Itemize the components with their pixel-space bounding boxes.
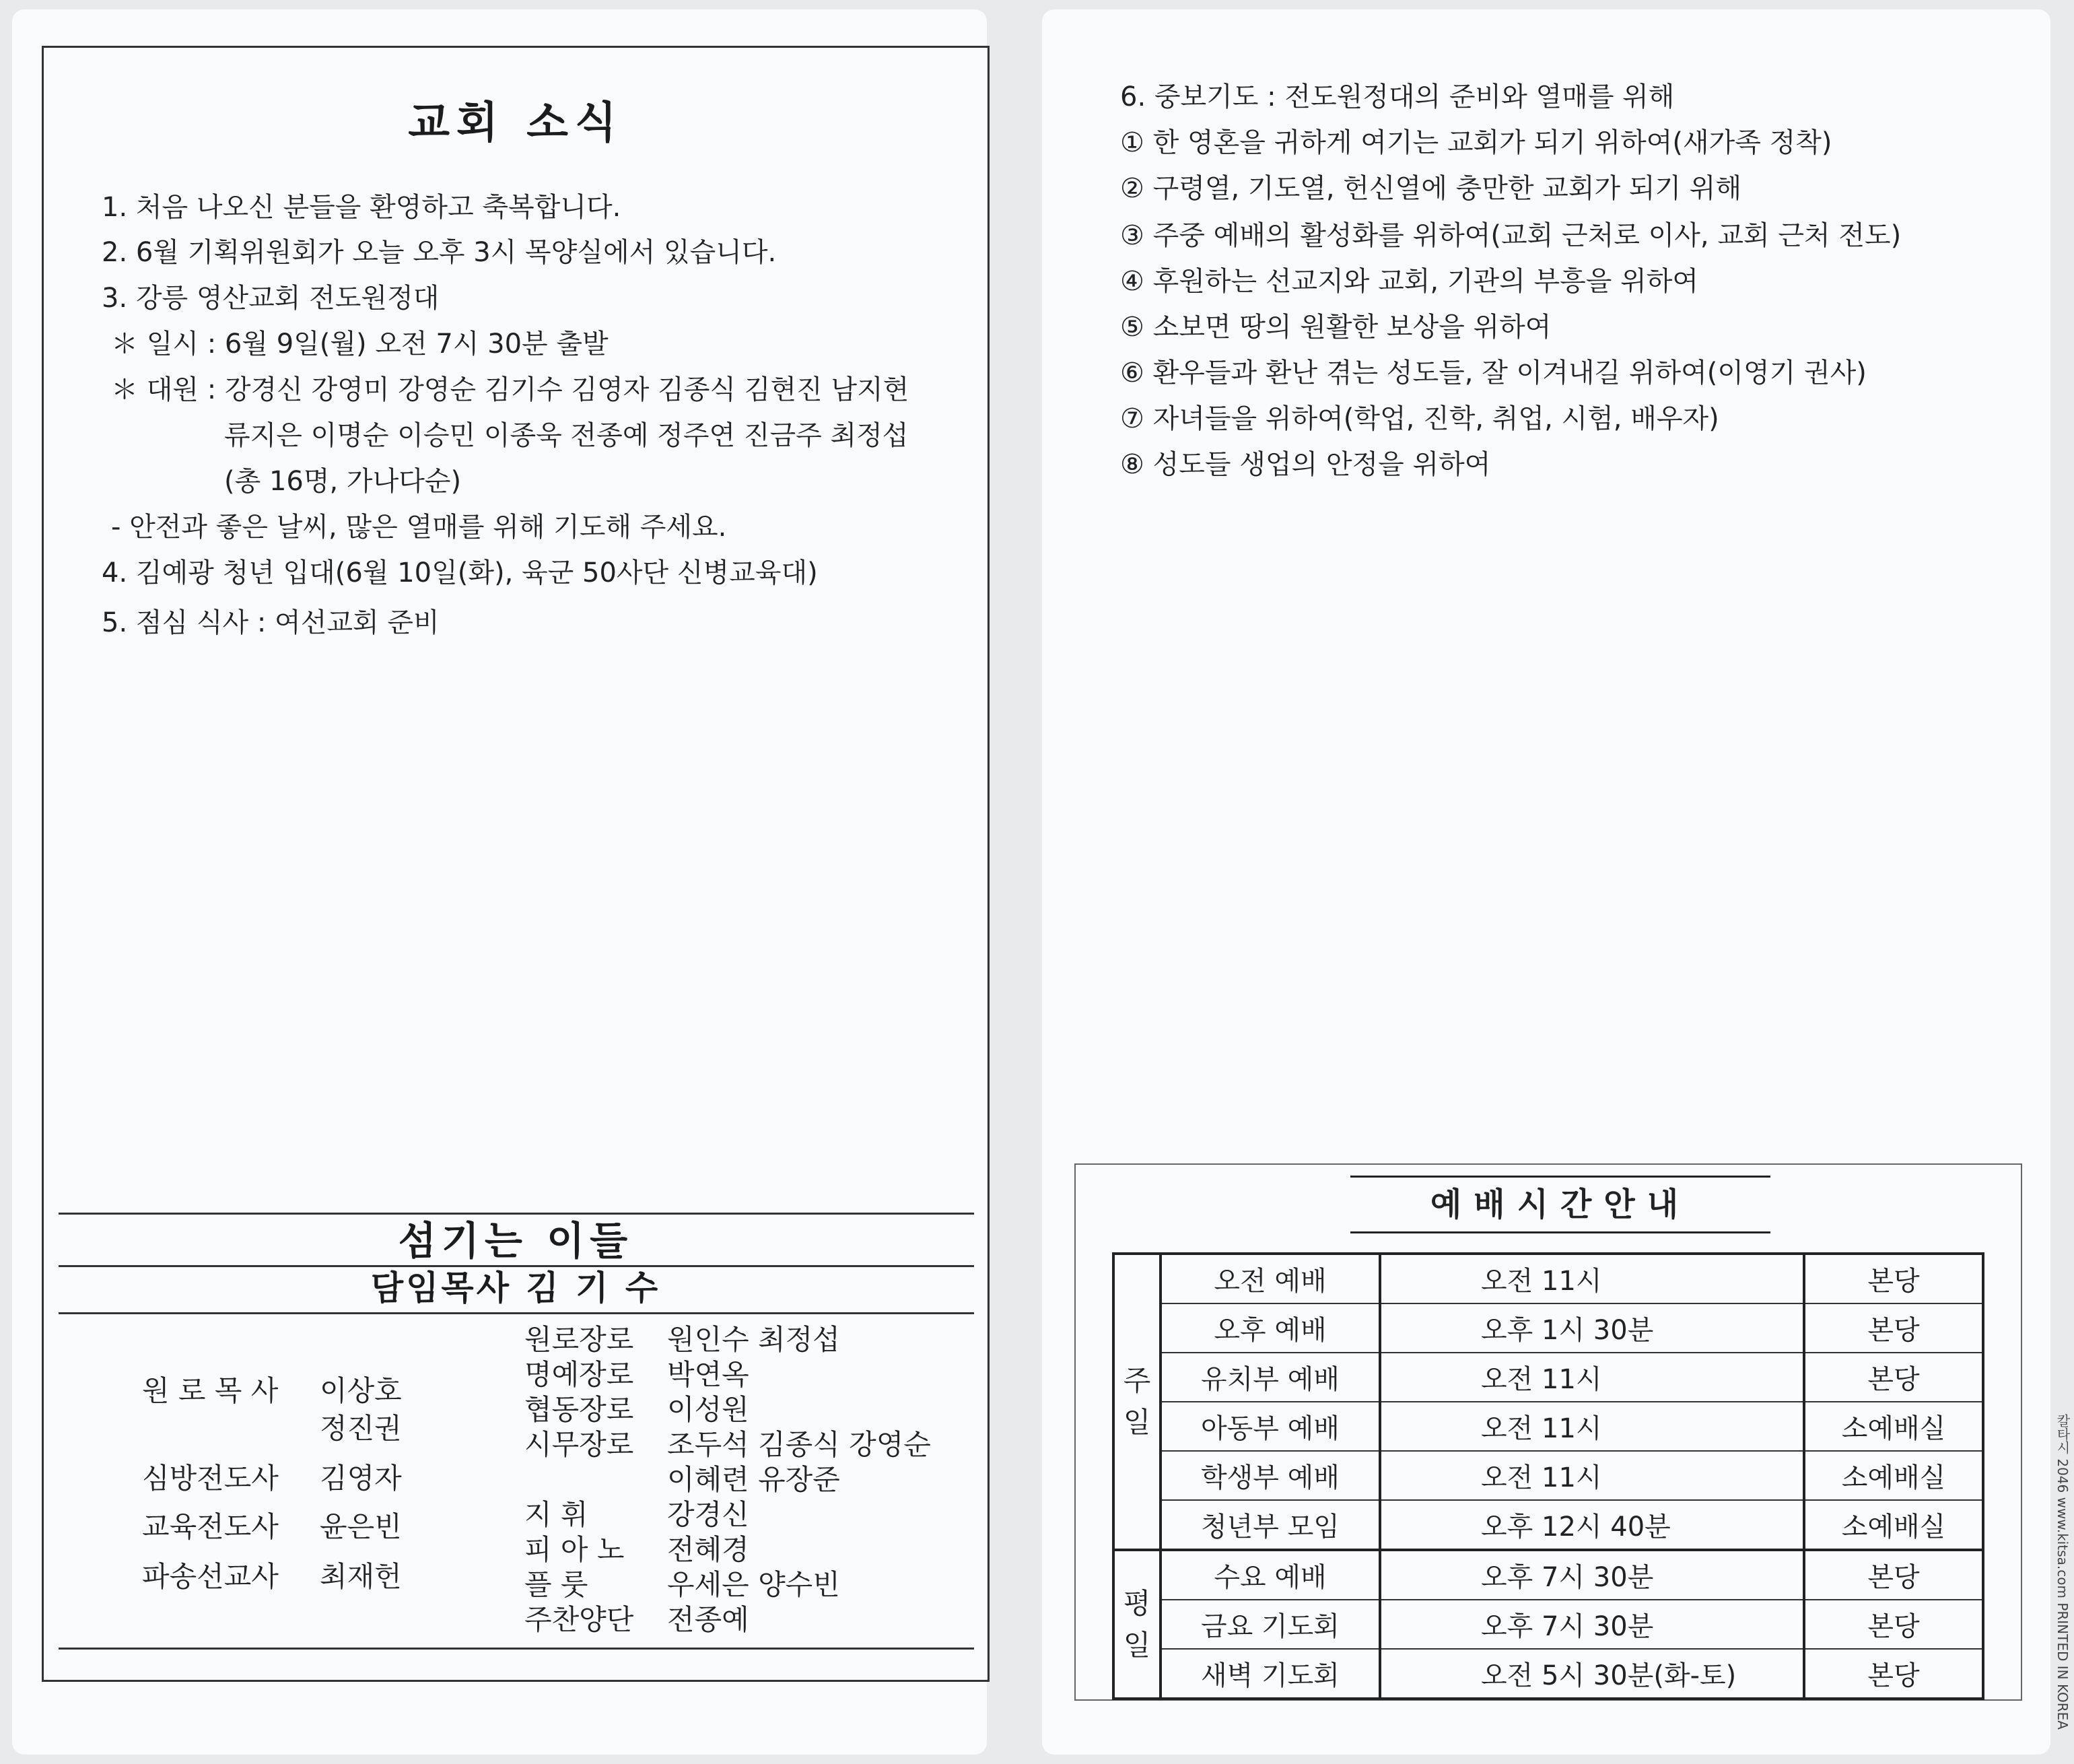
- elder-role: 시무장로: [524, 1428, 634, 1461]
- service-name: 아동부 예배: [1161, 1402, 1380, 1451]
- divider: [59, 1312, 974, 1314]
- schedule-table: [1112, 1252, 1984, 1700]
- table-row: [1113, 1600, 1983, 1649]
- service-time: 오후 12시 40분: [1380, 1500, 1804, 1550]
- printer-text: 칼타시 2046 www.kitsa.com PRINTED IN KOREA: [2054, 1414, 2071, 1730]
- service-time: 오전 11시: [1380, 1402, 1804, 1451]
- table-row: [1113, 1500, 1983, 1550]
- service-place: 본당: [1804, 1600, 1983, 1649]
- news-line: (총 16명, 가나다순): [224, 466, 462, 497]
- service-name: 청년부 모임: [1161, 1500, 1380, 1550]
- news-line: - 안전과 좋은 날씨, 많은 열매를 위해 기도해 주세요.: [111, 512, 727, 543]
- music-names: 전혜경: [667, 1533, 749, 1566]
- staff-name: 윤은빈: [320, 1510, 402, 1543]
- elder-names: 이성원: [667, 1393, 749, 1426]
- news-line: 3. 강릉 영산교회 전도원정대: [102, 283, 440, 314]
- news-line: 2. 6월 기획위원회가 오늘 오후 3시 목양실에서 있습니다.: [102, 237, 777, 268]
- service-name: 오전 예배: [1161, 1254, 1380, 1303]
- music-names: 전종예: [667, 1603, 749, 1636]
- left-page-frame: [42, 46, 990, 1682]
- elder-role: 협동장로: [524, 1393, 634, 1426]
- music-names: 우세은 양수빈: [667, 1568, 840, 1601]
- news-line: 1. 처음 나오신 분들을 환영하고 축복합니다.: [102, 192, 621, 223]
- service-place: 소예배실: [1804, 1402, 1983, 1451]
- table-row: [1113, 1550, 1983, 1600]
- elder-role: 명예장로: [524, 1358, 634, 1391]
- elder-names: 원인수 최정섭: [667, 1323, 840, 1356]
- printer-mark: [2053, 1414, 2073, 1737]
- service-place: 본당: [1804, 1550, 1983, 1600]
- prayer-title: 6. 중보기도 : 전도원정대의 준비와 열매를 위해: [1120, 81, 1675, 112]
- service-place: 본당: [1804, 1303, 1983, 1353]
- music-role: 주찬양단: [524, 1603, 634, 1636]
- service-time: 오전 5시 30분(화-토): [1380, 1649, 1804, 1699]
- elder-names: 조두석 김종식 강영순: [667, 1428, 931, 1461]
- service-time: 오전 11시: [1380, 1254, 1804, 1303]
- music-role: 지 휘: [524, 1498, 588, 1531]
- group-label-sunday: 주 일: [1113, 1254, 1161, 1550]
- staff-name: 정진권: [320, 1412, 402, 1445]
- table-row: [1113, 1451, 1983, 1500]
- table-row: [1113, 1254, 1983, 1303]
- staff-role: 심방전도사: [142, 1462, 279, 1495]
- service-time: 오후 7시 30분: [1380, 1600, 1804, 1649]
- prayer-item: ① 한 영혼을 귀하게 여기는 교회가 되기 위하여(새가족 정착): [1120, 127, 1832, 158]
- table-row: [1113, 1353, 1983, 1402]
- service-time: 오전 11시: [1380, 1353, 1804, 1402]
- staff-name: 이상호: [320, 1374, 402, 1407]
- news-line: ＊ 대원 : 강경신 강영미 강영순 김기수 김영자 김종식 김현진 남지현: [111, 374, 909, 405]
- elder-names: 박연옥: [667, 1358, 749, 1391]
- service-place: 소예배실: [1804, 1500, 1983, 1550]
- service-name: 금요 기도회: [1161, 1600, 1380, 1649]
- service-name: 새벽 기도회: [1161, 1649, 1380, 1699]
- music-names: 강경신: [667, 1498, 749, 1531]
- staff-role: 교육전도사: [142, 1510, 279, 1543]
- prayer-item: ④ 후원하는 선교지와 교회, 기관의 부흥을 위하여: [1120, 266, 1699, 297]
- news-line: 류지은 이명순 이승민 이종욱 전종예 정주연 진금주 최정섭: [224, 420, 909, 451]
- elder-role: 원로장로: [524, 1323, 634, 1356]
- table-row: [1113, 1402, 1983, 1451]
- senior-pastor: 담임목사 김 기 수: [370, 1268, 661, 1308]
- service-name: 수요 예배: [1161, 1550, 1380, 1600]
- schedule-title: 예배시간안내: [1350, 1176, 1770, 1233]
- news-title: 교회 소식: [408, 98, 623, 148]
- prayer-item: ② 구령열, 기도열, 헌신열에 충만한 교회가 되기 위해: [1120, 173, 1742, 204]
- prayer-item: ⑦ 자녀들을 위하여(학업, 진학, 취업, 시험, 배우자): [1120, 403, 1719, 434]
- servers-title: 섬기는 이들: [398, 1218, 633, 1264]
- divider: [59, 1648, 974, 1650]
- staff-role: 원 로 목 사: [142, 1374, 279, 1407]
- music-role: 피 아 노: [524, 1533, 625, 1566]
- prayer-item: ③ 주중 예배의 활성화를 위하여(교회 근처로 이사, 교회 근처 전도): [1120, 220, 1902, 251]
- service-place: 본당: [1804, 1353, 1983, 1402]
- news-line: 5. 점심 식사 : 여선교회 준비: [102, 607, 440, 638]
- staff-name: 김영자: [320, 1462, 402, 1495]
- news-line: 4. 김예광 청년 입대(6월 10일(화), 육군 50사단 신병교육대): [102, 557, 818, 588]
- service-time: 오전 11시: [1380, 1451, 1804, 1500]
- group-label-weekday: 평 일: [1113, 1550, 1161, 1699]
- service-time: 오후 7시 30분: [1380, 1550, 1804, 1600]
- prayer-item: ⑥ 환우들과 환난 겪는 성도들, 잘 이겨내길 위하여(이영기 권사): [1120, 358, 1867, 388]
- service-place: 본당: [1804, 1254, 1983, 1303]
- prayer-item: ⑧ 성도들 생업의 안정을 위하여: [1120, 449, 1491, 480]
- service-name: 학생부 예배: [1161, 1451, 1380, 1500]
- prayer-item: ⑤ 소보면 땅의 원활한 보상을 위하여: [1120, 312, 1552, 343]
- service-name: 유치부 예배: [1161, 1353, 1380, 1402]
- music-role: 플 룻: [524, 1568, 588, 1601]
- table-row: [1113, 1649, 1983, 1699]
- service-place: 소예배실: [1804, 1451, 1983, 1500]
- service-place: 본당: [1804, 1649, 1983, 1699]
- news-line: ＊ 일시 : 6월 9일(월) 오전 7시 30분 출발: [111, 329, 609, 360]
- staff-name: 최재헌: [320, 1560, 402, 1593]
- staff-role: 파송선교사: [142, 1560, 279, 1593]
- service-time: 오후 1시 30분: [1380, 1303, 1804, 1353]
- table-row: [1113, 1303, 1983, 1353]
- elder-names: 이혜련 유장준: [667, 1463, 840, 1496]
- service-name: 오후 예배: [1161, 1303, 1380, 1353]
